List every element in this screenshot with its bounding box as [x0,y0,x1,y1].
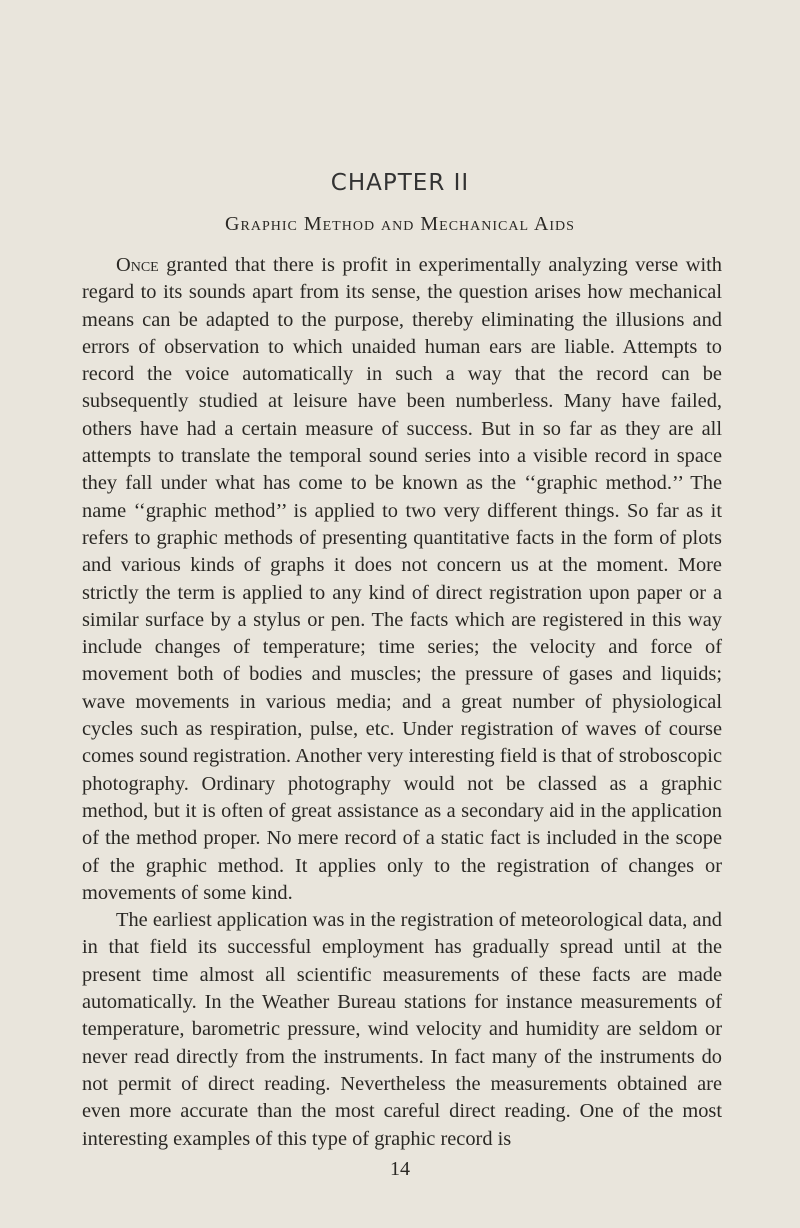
paragraph-1-text: granted that there is profit in experimentally analyzing verse with regard to its sounds apart from its sense, the question arises how mechanical means can be adapted to the purpose, thereby eliminating the illusions and errors of observation to which unaided human ears are liable. Attempts to record the voice automatically in such a way that the record can be subsequently studied at leisure have been numberless. Many have failed, others have had a certain measure of success. But in so far as they are all attempts to translate the temporal sound series into a visible record in space they fall under what has come to be known as the ‘‘graphic method.’’ The name ‘‘graphic method’’ is applied to two very different things. So far as it refers to graphic methods of presenting quantitative facts in the form of plots and various kinds of graphs it does not concern us at the moment. More strictly the term is applied to any kind of direct registration upon paper or a similar surface by a stylus or pen. The facts which are registered in this way include changes of temperature; time series; the velocity and force of movement both of bodies and muscles; the pressure of gases and liquids; wave movements in various media; and a great number of physiological cycles such as respiration, pulse, etc. Under registration of waves of course comes sound registration. Another very interesting field is that of stroboscopic photography. Ordinary photography would not be classed as a graphic method, but it is often of great assistance as a secondary aid in the application of the method proper. No mere record of a static fact is included in the scope of the graphic method. It applies only to the registration of changes or movements of some kind. [82,254,722,904]
chapter-title: CHAPTER II [330,170,470,196]
paragraph-2: The earliest application was in the registration of meteorological data, and in that field its successful employment has gradually spread until at the present time almost all scientific measurements of these facts are made automatically. In the Weather Bureau stations for instance measurements of temperature, barometric pressure, wind velocity and humidity are seldom or never read directly from the instruments. In fact many of the instruments do not permit of direct reading. Nevertheless the measurements obtained are even more accurate than the most careful direct reading. One of the most interesting examples of this type of graphic record is [82,909,722,1150]
paragraph-1 [82,252,722,907]
paragraph-lead-word: Once [116,254,159,276]
page-number: 14 [390,1158,410,1180]
section-title: Graphic Method and Mechanical Aids [225,213,575,235]
body-text [82,252,722,1153]
